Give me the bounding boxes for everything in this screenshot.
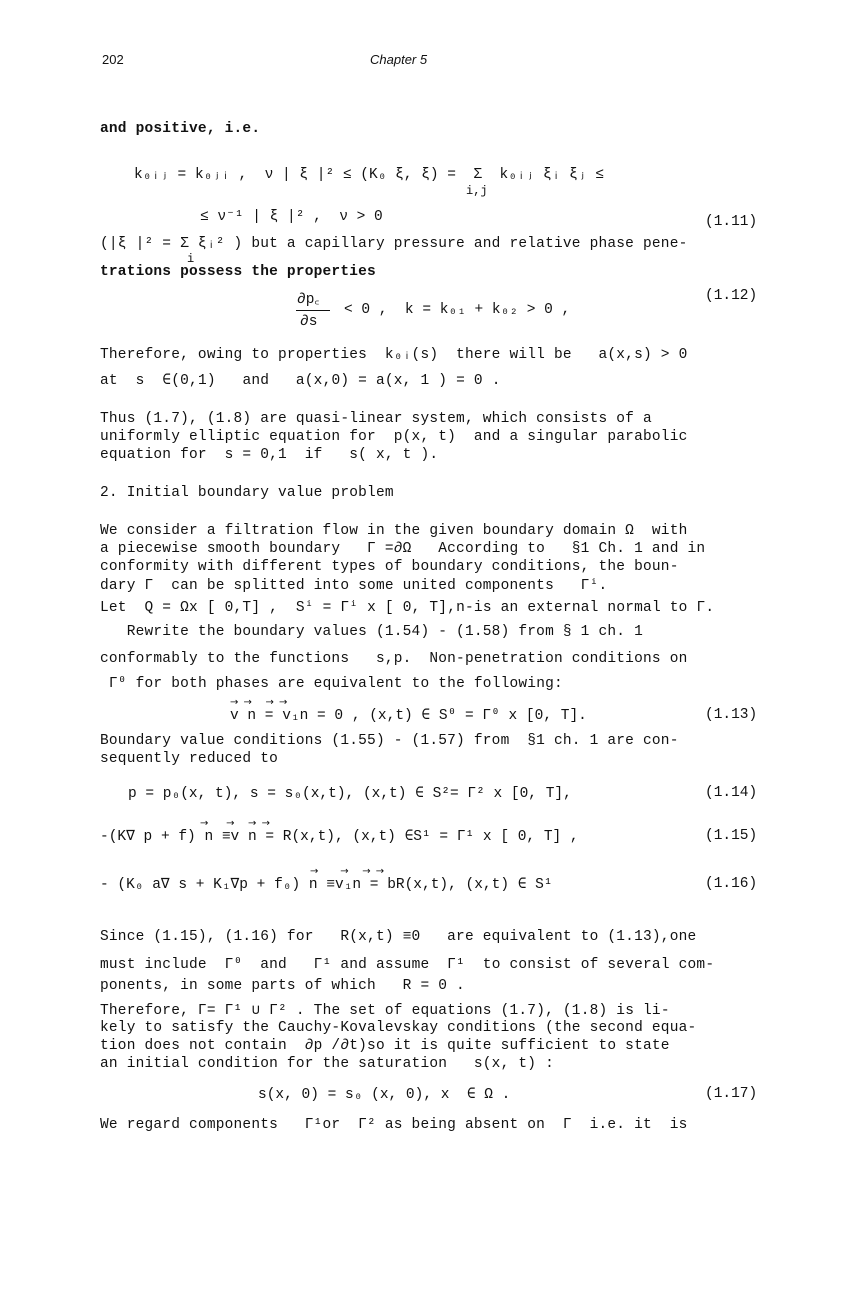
- equation-number: (1.17): [705, 1086, 758, 1102]
- text-line: conformity with different types of boundary conditions, the boun-: [100, 559, 679, 575]
- text-line: Therefore, Γ= Γ¹ ∪ Γ² . The set of equations (1.7), (1.8) is li-: [100, 1003, 670, 1019]
- equation-subscript: i: [187, 252, 195, 266]
- text-line: Thus (1.7), (1.8) are quasi-linear system, which consists of a: [100, 411, 652, 427]
- vector-arrows: → → → →: [200, 818, 271, 829]
- vector-arrows: → → → →: [230, 697, 289, 708]
- equation-number: (1.14): [705, 785, 758, 801]
- text-line: trations possess the properties: [100, 264, 376, 280]
- text-line: Therefore, owing to properties k₀ᵢ(s) there will be a(x,s) > 0: [100, 347, 688, 363]
- section-heading: 2. Initial boundary value problem: [100, 485, 394, 501]
- vector-arrows: → → → →: [310, 866, 386, 877]
- equation-number: (1.16): [705, 876, 758, 892]
- equation-line: k₀ᵢⱼ = k₀ⱼᵢ , ν | ξ |² ≤ (K₀ ξ, ξ) = Σ k₀ᵢⱼ ξᵢ ξⱼ ≤: [134, 167, 604, 183]
- fraction-denominator: ∂s: [300, 314, 318, 330]
- text-line: Since (1.15), (1.16) for R(x,t) ≡0 are equivalent to (1.13),one: [100, 929, 697, 945]
- text-line: at s ∈(0,1) and a(x,0) = a(x, 1 ) = 0 .: [100, 373, 501, 389]
- fraction-bar: [296, 310, 330, 311]
- text-line: We consider a filtration flow in the given boundary domain Ω with: [100, 523, 688, 539]
- text-line: and positive, i.e.: [100, 121, 261, 137]
- equation-number: (1.15): [705, 828, 758, 844]
- equation-line: ≤ ν⁻¹ | ξ |² , ν > 0: [200, 209, 383, 225]
- text-line: Rewrite the boundary values (1.54) - (1.58) from § 1 ch. 1: [100, 624, 643, 640]
- text-line: Boundary value conditions (1.55) - (1.57) from §1 ch. 1 are con-: [100, 733, 679, 749]
- text-line: dary Γ can be splitted into some united components Γⁱ.: [100, 578, 608, 594]
- text-line: We regard components Γ¹or Γ² as being absent on Γ i.e. it is: [100, 1117, 688, 1133]
- equation-line: v n = v₁n = 0 , (x,t) ∈ S⁰ = Γ⁰ x [0, T].: [230, 708, 587, 724]
- text-line: tion does not contain ∂p /∂t)so it is quite sufficient to state: [100, 1038, 670, 1054]
- text-line: Γ⁰ for both phases are equivalent to the following:: [100, 676, 563, 692]
- text-line: a piecewise smooth boundary Γ =∂Ω According to §1 Ch. 1 and in: [100, 541, 706, 557]
- fraction-numerator: ∂p꜀: [297, 292, 320, 308]
- equation-number: (1.11): [705, 214, 758, 230]
- equation-line: s(x, 0) = s₀ (x, 0), x ∈ Ω .: [258, 1087, 511, 1103]
- equation-number: (1.13): [705, 707, 758, 723]
- equation-line: < 0 , k = k₀₁ + k₀₂ > 0 ,: [344, 302, 571, 318]
- text-line: conformably to the functions s,p. Non-penetration conditions on: [100, 651, 688, 667]
- page-number: 202: [102, 52, 124, 67]
- text-line: uniformly elliptic equation for p(x, t) and a singular parabolic: [100, 429, 688, 445]
- text-line: must include Γ⁰ and Γ¹ and assume Γ¹ to consist of several com-: [100, 957, 715, 973]
- text-line: (|ξ |² = Σ ξᵢ² ) but a capillary pressure and relative phase pene-: [100, 236, 688, 252]
- equation-subscript: i,j: [466, 184, 488, 198]
- equation-line: p = p₀(x, t), s = s₀(x,t), (x,t) ∈ S²= Γ² x [0, T],: [128, 786, 572, 802]
- text-line: kely to satisfy the Cauchy-Kovalevskay conditions (the second equa-: [100, 1020, 697, 1036]
- text-line: ponents, in some parts of which R = 0 .: [100, 978, 465, 994]
- text-line: Let Q = Ωx [ 0,T] , Sⁱ = Γⁱ x [ 0, T],n-is an external normal to Γ.: [100, 600, 715, 616]
- text-line: equation for s = 0,1 if s( x, t ).: [100, 447, 439, 463]
- equation-number: (1.12): [705, 288, 758, 304]
- chapter-title: Chapter 5: [370, 52, 428, 67]
- text-line: an initial condition for the saturation s(x, t) :: [100, 1056, 554, 1072]
- equation-line: - (K₀ a∇ s + K₁∇p + f₀) n ≡v₁n = bR(x,t), (x,t) ∈ S¹: [100, 877, 553, 893]
- equation-line: -(K∇ p + f) n ≡v n = R(x,t), (x,t) ∈S¹ = Γ¹ x [ 0, T] ,: [100, 829, 579, 845]
- page-header: [102, 52, 762, 72]
- text-line: sequently reduced to: [100, 751, 279, 767]
